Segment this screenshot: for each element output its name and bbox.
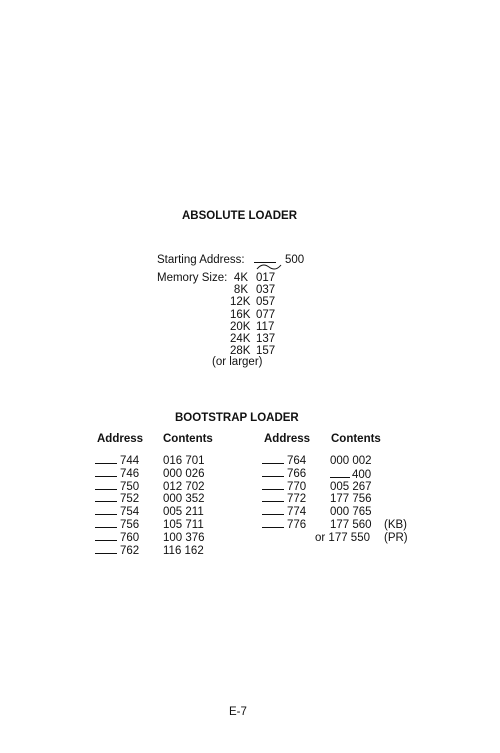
table-row: [262, 468, 462, 481]
handwritten-tilde-mark: [256, 263, 282, 271]
contents-cell: 000 026: [163, 467, 205, 480]
memory-code: 057: [256, 296, 276, 309]
address-cell: 764: [287, 455, 307, 467]
contents-cell: 016 701: [163, 455, 205, 467]
address-blank: [262, 455, 284, 464]
table-row: [262, 506, 462, 519]
address-blank: [95, 481, 117, 490]
contents-cell: 100 376: [163, 531, 205, 544]
contents-cell: [330, 468, 371, 482]
memory-size-label: Memory Size:: [157, 272, 228, 284]
paper-reader-note: (PR): [384, 531, 408, 544]
starting-address-line: [157, 253, 304, 266]
memory-size-row: [230, 309, 275, 321]
address-cell: 744: [120, 455, 140, 467]
address-blank: [95, 468, 117, 477]
memory-size: 16K: [230, 308, 251, 321]
or-larger-note: (or larger): [212, 356, 263, 368]
address-blank: [95, 506, 117, 515]
contents-cell: 177 756: [330, 493, 372, 506]
address-cell: 756: [120, 518, 140, 531]
starting-address-label: Starting Address:: [157, 254, 245, 266]
absolute-loader-title: ABSOLUTE LOADER: [182, 210, 297, 222]
memory-code: 157: [256, 345, 276, 358]
address-blank: [95, 532, 117, 541]
memory-size-row: [230, 321, 275, 333]
address-blank: [262, 493, 284, 502]
table-row: [95, 455, 235, 468]
contents-cell: 116 162: [163, 544, 204, 557]
right-address-header: Address: [264, 433, 311, 445]
memory-code: 117: [256, 320, 275, 333]
table-row: [95, 545, 235, 558]
memory-code: 037: [256, 284, 276, 297]
table-row: [262, 519, 462, 532]
table-row: [95, 519, 235, 532]
memory-size: 4K: [233, 272, 248, 284]
right-contents-header: Contents: [331, 433, 381, 445]
table-row: [95, 481, 235, 494]
address-blank: [95, 455, 117, 464]
memory-size: 8K: [233, 284, 248, 297]
address-blank: [262, 468, 284, 477]
bootstrap-loader-title: BOOTSTRAP LOADER: [175, 412, 299, 424]
alt-contents-cell: or 177 550: [315, 531, 370, 544]
memory-code: 077: [256, 308, 276, 321]
contents-cell: 000 002: [330, 455, 372, 467]
memory-code: 017: [256, 272, 276, 284]
left-address-header: Address: [97, 433, 144, 445]
starting-address-blank: [254, 253, 276, 263]
contents-cell: 105 711: [163, 518, 204, 531]
memory-size-row: [230, 284, 275, 296]
table-row: [262, 493, 462, 506]
contents-cell: 005 211: [163, 506, 204, 519]
contents-cell: 012 702: [163, 480, 205, 493]
address-cell: 754: [120, 506, 140, 519]
address-cell: 766: [287, 467, 307, 480]
table-row: [95, 506, 235, 519]
memory-size-table: [230, 272, 275, 357]
address-cell: 772: [287, 493, 307, 506]
bootstrap-right-column: [262, 455, 462, 545]
address-blank: [95, 545, 117, 554]
contents-blank: [330, 468, 350, 478]
table-row: [95, 532, 235, 545]
memory-size-row: [230, 296, 275, 308]
page-number: E-7: [229, 706, 247, 718]
bootstrap-left-column: [95, 455, 235, 557]
memory-size: 12K: [230, 296, 251, 309]
address-cell: 774: [287, 506, 307, 519]
memory-code: 137: [256, 332, 276, 345]
address-cell: 750: [120, 480, 140, 493]
address-blank: [95, 493, 117, 502]
address-cell: 770: [287, 480, 307, 493]
contents-value: 400: [352, 468, 372, 481]
address-cell: 776: [287, 518, 307, 531]
memory-size-row: [230, 333, 275, 345]
table-row: [95, 493, 235, 506]
table-row: [95, 468, 235, 481]
address-blank: [262, 481, 284, 490]
table-row: [262, 532, 462, 545]
memory-size-row: [230, 272, 275, 284]
keyboard-note: (KB): [384, 518, 407, 531]
address-blank: [262, 519, 284, 528]
address-blank: [262, 506, 284, 515]
contents-cell: 000 352: [163, 493, 205, 506]
contents-cell: 000 765: [330, 506, 372, 519]
table-row: [262, 481, 462, 494]
starting-address-value: 500: [284, 254, 305, 266]
left-contents-header: Contents: [163, 433, 213, 445]
address-cell: 746: [120, 467, 140, 480]
table-row: [262, 455, 462, 468]
address-cell: 760: [120, 531, 140, 544]
address-cell: 762: [120, 544, 140, 557]
memory-size: 20K: [230, 320, 251, 333]
address-blank: [95, 519, 117, 528]
memory-size: 24K: [230, 332, 251, 345]
memory-size: 28K: [230, 345, 251, 358]
contents-cell: 177 560: [330, 518, 372, 531]
address-cell: 752: [120, 493, 140, 506]
contents-cell: 005 267: [330, 480, 372, 493]
